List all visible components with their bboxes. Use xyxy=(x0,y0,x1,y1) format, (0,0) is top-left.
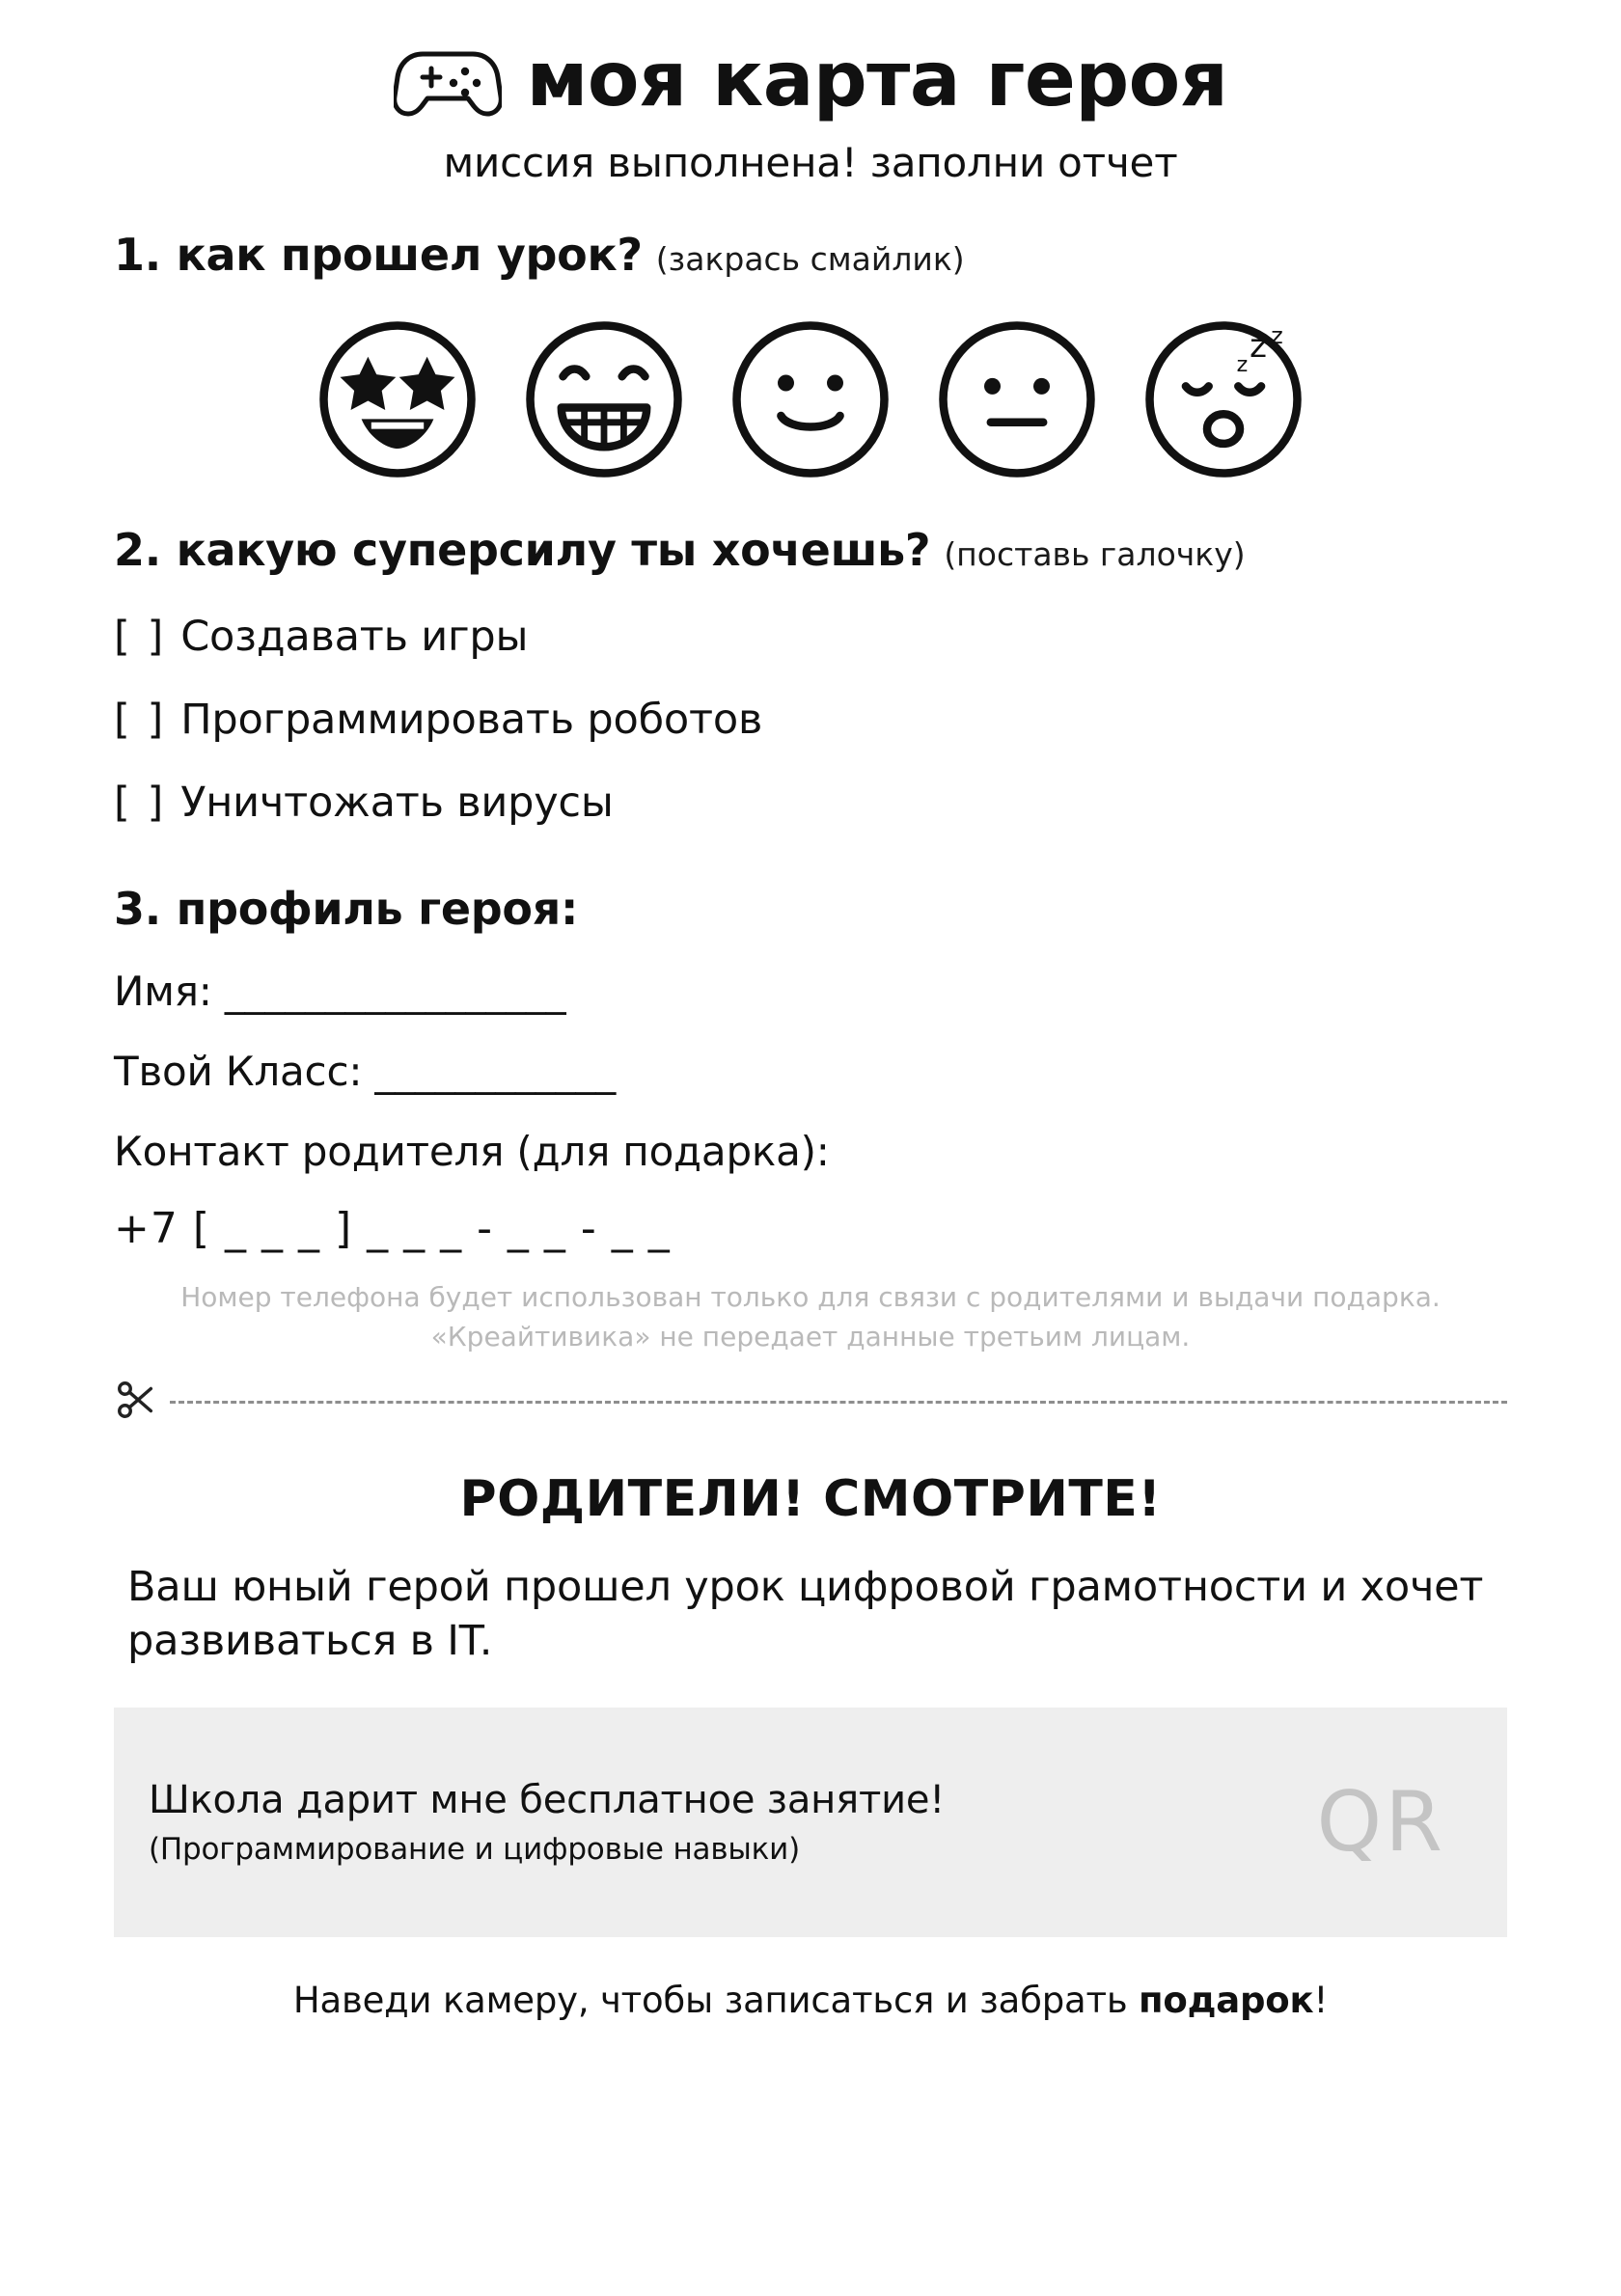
question-1-text: 1. как прошел урок? xyxy=(114,229,643,281)
option-program-robots[interactable] xyxy=(114,696,1507,744)
question-3-title: 3. профиль героя: xyxy=(114,883,579,935)
footer-text-start: Наведи камеру, чтобы записаться и забрать xyxy=(292,1979,1139,2021)
parents-text: Ваш юный герой прошел урок цифровой грамотности и хочет развиваться в IT. xyxy=(127,1563,1484,1666)
scissors-icon xyxy=(114,1378,158,1426)
class-field[interactable]: Твой Класс: ____________ xyxy=(114,1048,617,1095)
svg-text:z: z xyxy=(1236,352,1249,378)
name-field[interactable]: Имя: _________________ xyxy=(114,968,566,1015)
checkbox-program-robots[interactable]: [ ] xyxy=(114,696,166,744)
checkbox-create-games[interactable]: [ ] xyxy=(114,613,166,661)
smiling-face-icon[interactable] xyxy=(728,317,893,481)
superpower-options xyxy=(114,613,1507,827)
phone-mask-field[interactable]: +7 [ _ _ _ ] _ _ _ - _ _ - _ _ xyxy=(114,1204,671,1253)
option-destroy-viruses[interactable] xyxy=(114,779,1507,827)
mood-face-row xyxy=(114,317,1507,481)
option-label: Уничтожать вирусы xyxy=(180,779,614,827)
question-1-hint: (закрась смайлик) xyxy=(655,240,965,278)
question-2-text: 2. какую суперсилу ты хочешь? xyxy=(114,524,931,576)
dashed-divider xyxy=(170,1401,1507,1404)
svg-text:z: z xyxy=(1250,326,1268,366)
option-label: Программировать роботов xyxy=(180,696,763,744)
checkbox-destroy-viruses[interactable]: [ ] xyxy=(114,779,166,827)
cut-line xyxy=(114,1378,1507,1426)
grinning-face-icon[interactable] xyxy=(522,317,686,481)
footer-cta xyxy=(114,1980,1507,2021)
privacy-disclaimer: Номер телефона будет использован только для связи с родителями и выдачи подарка. «Креайтивика» не передает данные третьим лицам. xyxy=(180,1281,1441,1353)
gamepad-icon xyxy=(394,42,502,118)
offer-sub-text: (Программирование и цифровые навыки) xyxy=(149,1831,801,1867)
offer-main-text: Школа дарит мне бесплатное занятие! xyxy=(149,1777,946,1822)
question-2 xyxy=(114,524,1507,827)
page-header xyxy=(114,37,1507,123)
option-label: Создавать игры xyxy=(180,613,529,661)
offer-card xyxy=(114,1708,1507,1937)
page-subtitle: миссия выполнена! заполни отчет xyxy=(443,139,1178,186)
question-2-hint: (поставь галочку) xyxy=(944,535,1246,573)
parents-section xyxy=(114,1470,1507,2021)
qr-code-placeholder[interactable]: QR xyxy=(1316,1773,1445,1871)
svg-text:z: z xyxy=(1271,322,1283,350)
question-3 xyxy=(114,883,1507,1356)
offer-texts xyxy=(149,1778,945,1867)
star-struck-face-icon[interactable] xyxy=(316,317,480,481)
neutral-face-icon[interactable] xyxy=(935,317,1099,481)
option-create-games[interactable] xyxy=(114,613,1507,661)
footer-text-bold: подарок xyxy=(1138,1979,1314,2021)
page-title: моя карта героя xyxy=(526,37,1228,123)
footer-text-end: ! xyxy=(1313,1979,1329,2021)
sleeping-face-icon[interactable] xyxy=(1141,317,1305,481)
parent-contact-label: Контакт родителя (для подарка): xyxy=(114,1128,830,1175)
question-1 xyxy=(114,229,1507,481)
parents-title: РОДИТЕЛИ! СМОТРИТЕ! xyxy=(459,1470,1162,1529)
